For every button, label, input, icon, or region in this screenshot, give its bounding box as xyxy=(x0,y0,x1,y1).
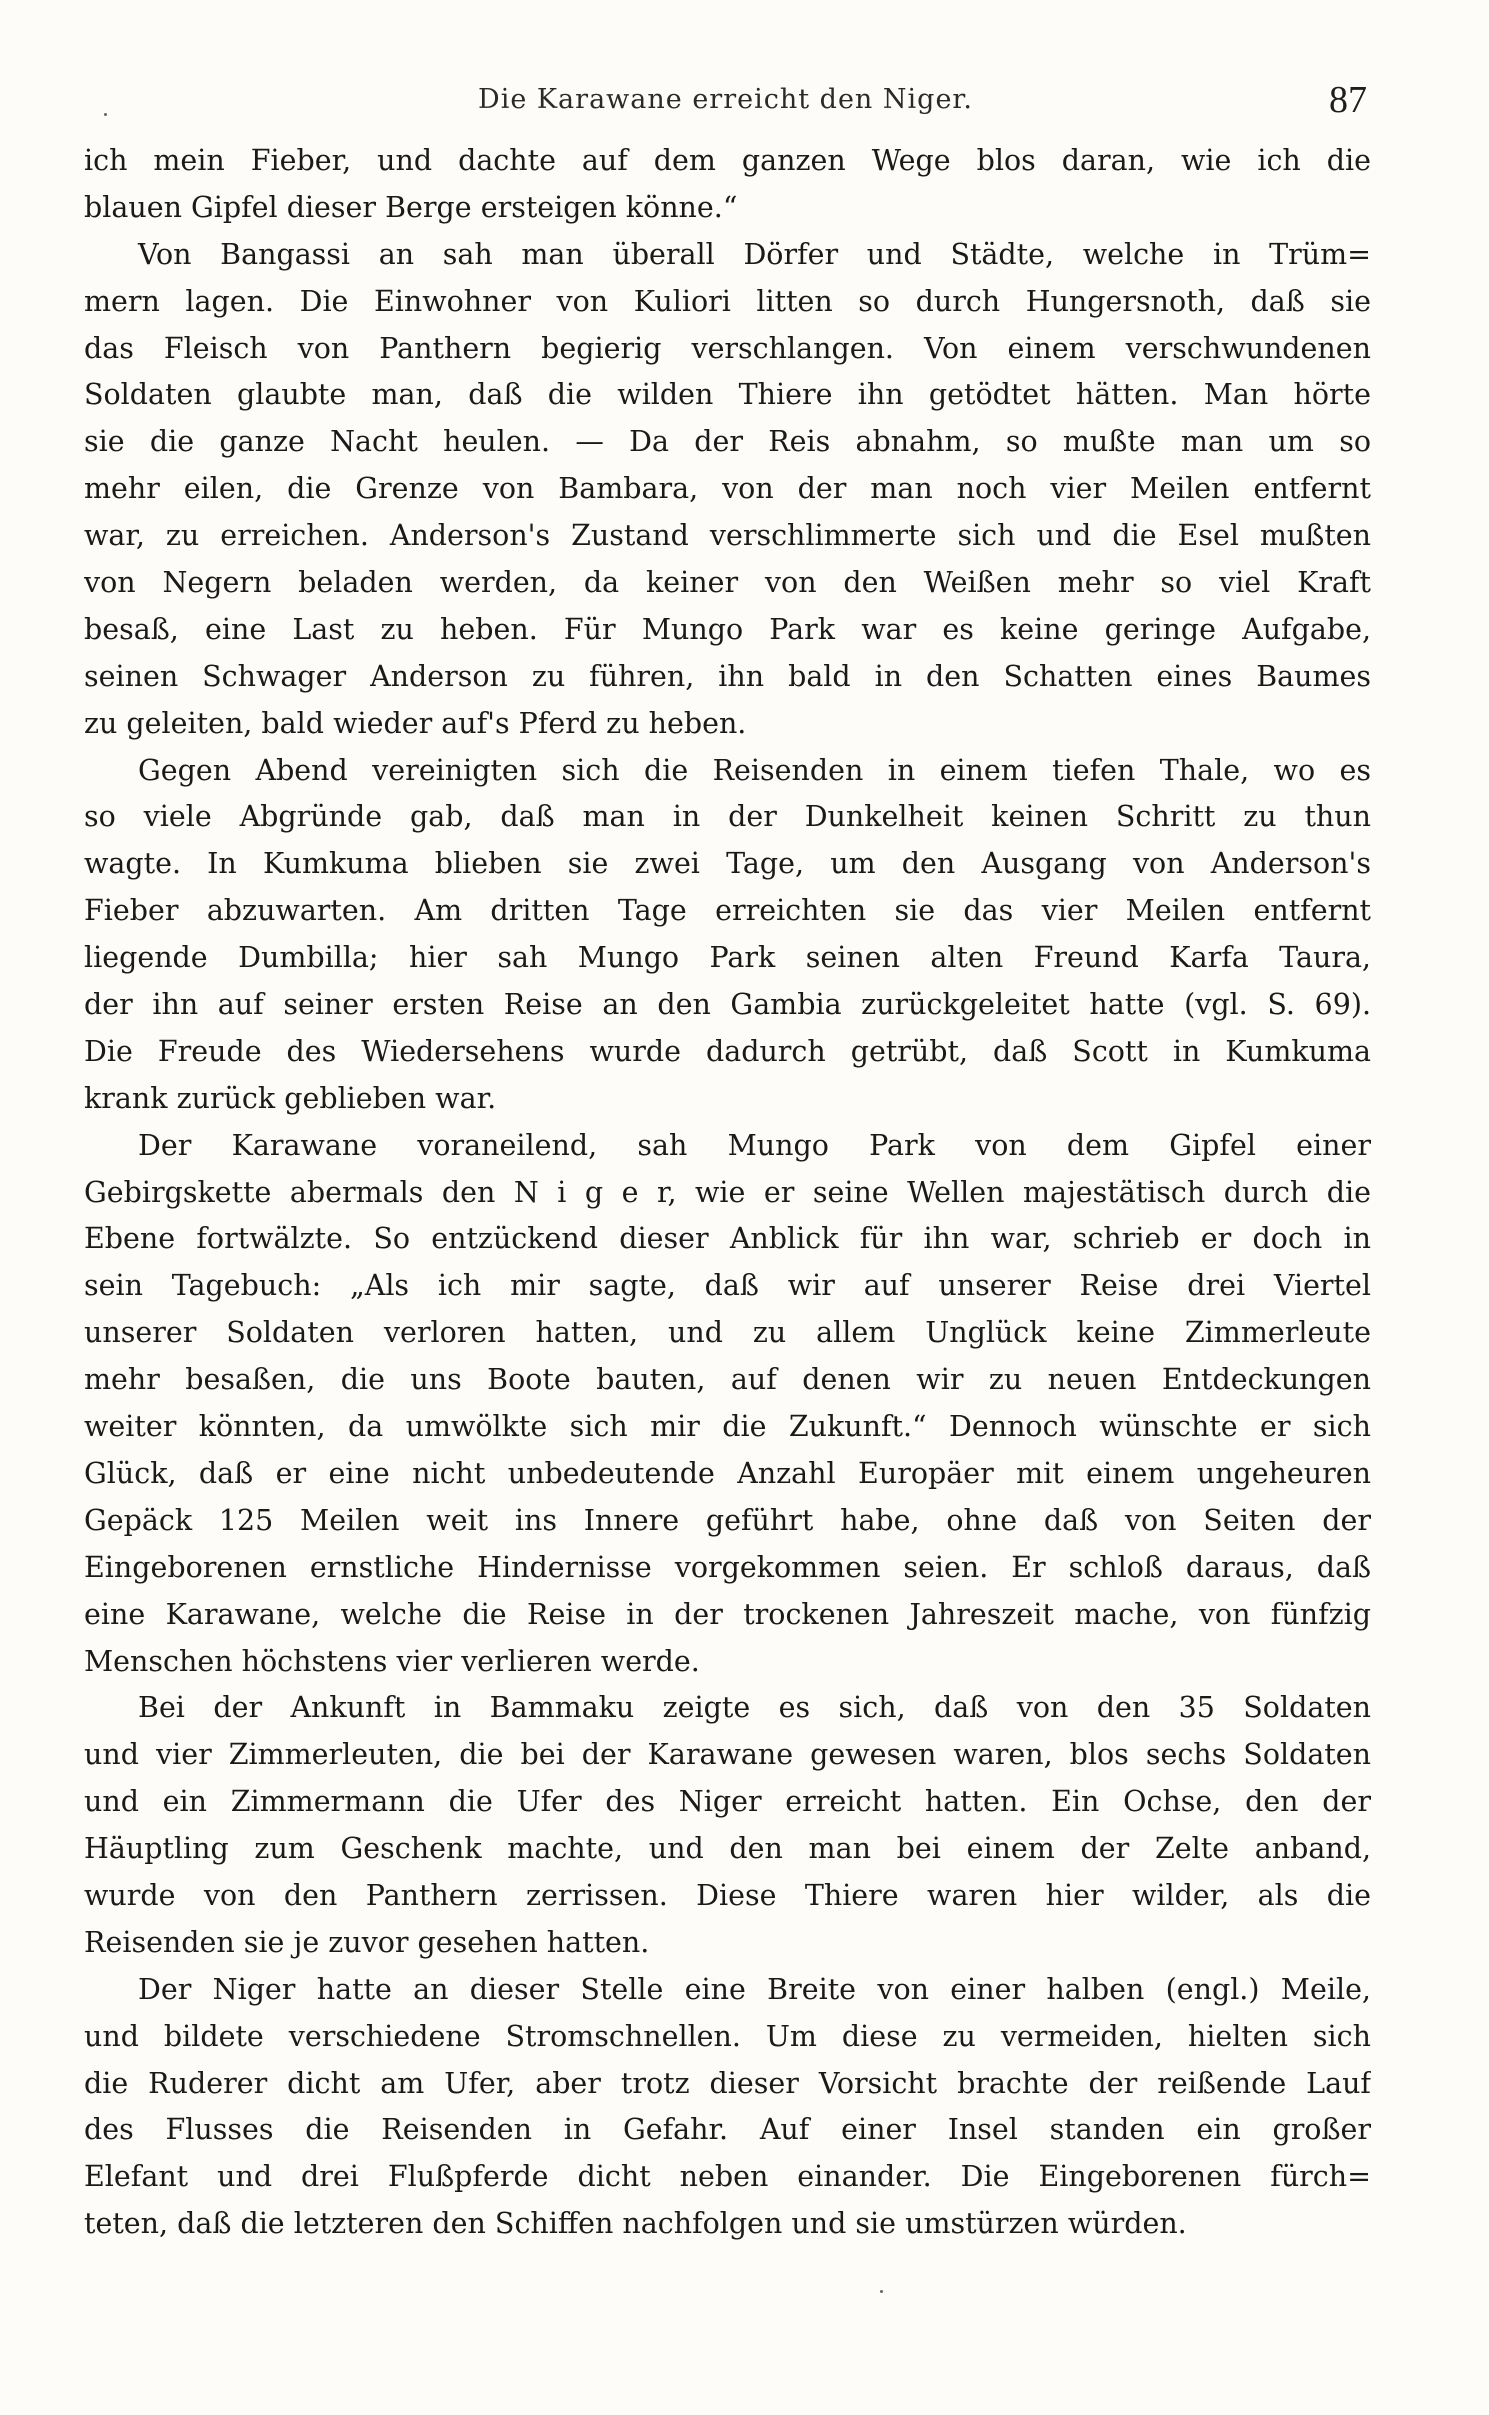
running-header xyxy=(84,78,1367,128)
text-line: unserer Soldaten verloren hatten, und zu allem Unglück keine Zimmerleute xyxy=(84,1316,1371,1350)
text-line: Reisenden sie je zuvor gesehen hatten. xyxy=(84,1925,650,1959)
print-speck xyxy=(104,113,107,116)
text-line: ich mein Fieber, und dachte auf dem ganzen Wege blos daran, wie ich die xyxy=(84,144,1371,177)
text-line: besaß, eine Last zu heben. Für Mungo Park war es keine geringe Aufgabe, xyxy=(84,612,1371,646)
text-line: Fieber abzuwarten. Am dritten Tage erreichten sie das vier Meilen entfernt xyxy=(84,894,1371,928)
text-line: und bildete verschiedene Stromschnellen. Um diese zu vermeiden, hielten sich xyxy=(84,2019,1371,2053)
text-line: mehr besaßen, die uns Boote bauten, auf denen wir zu neuen Entdeckungen xyxy=(84,1363,1371,1397)
text-line: liegende Dumbilla; hier sah Mungo Park seinen alten Freund Karfa Taura, xyxy=(84,941,1371,975)
text-line: sie die ganze Nacht heulen. — Da der Reis abnahm, so mußte man um so xyxy=(84,425,1371,459)
text-line: das Fleisch von Panthern begierig verschlangen. Von einem verschwundenen xyxy=(84,331,1371,365)
text-line: Gebirgskette abermals den N i g e r, wie er seine Wellen majestätisch durch die xyxy=(84,1175,1371,1209)
text-line: des Flusses die Reisenden in Gefahr. Auf einer Insel standen ein großer xyxy=(84,2113,1371,2147)
text-line: teten, daß die letzteren den Schiffen nachfolgen und sie umstürzen würden. xyxy=(84,2207,1187,2241)
text-line: sein Tagebuch: „Als ich mir sagte, daß wir auf unserer Reise drei Viertel xyxy=(84,1269,1371,1303)
text-line: Der Karawane voraneilend, sah Mungo Park von dem Gipfel einer xyxy=(138,1128,1371,1162)
text-line: Glück, daß er eine nicht unbedeutende Anzahl Europäer mit einem ungeheuren xyxy=(84,1456,1371,1490)
page-number: 87 xyxy=(1329,79,1367,121)
text-line: Gepäck 125 Meilen weit ins Innere geführt habe, ohne daß von Seiten der xyxy=(84,1503,1371,1537)
text-line: Eingeborenen ernstliche Hindernisse vorgekommen seien. Er schloß daraus, daß xyxy=(84,1550,1371,1584)
body-text xyxy=(84,138,1371,2248)
text-line: blauen Gipfel dieser Berge ersteigen könne.“ xyxy=(84,190,738,224)
text-line: und vier Zimmerleuten, die bei der Karawane gewesen waren, blos sechs Soldaten xyxy=(84,1738,1371,1772)
text-line: mern lagen. Die Einwohner von Kuliori litten so durch Hungersnoth, daß sie xyxy=(84,284,1371,318)
text-line: Elefant und drei Flußpferde dicht neben einander. Die Eingeborenen fürch= xyxy=(84,2160,1371,2194)
text-line: weiter könnten, da umwölkte sich mir die Zukunft.“ Dennoch wünschte er sich xyxy=(84,1410,1371,1444)
print-speck xyxy=(880,2290,883,2293)
text-line: wagte. In Kumkuma blieben sie zwei Tage, um den Ausgang von Anderson's xyxy=(84,847,1371,881)
text-line: der ihn auf seiner ersten Reise an den Gambia zurückgeleitet hatte (vgl. S. 69). xyxy=(84,988,1371,1022)
text-line: und ein Zimmermann die Ufer des Niger erreicht hatten. Ein Ochse, den der xyxy=(84,1785,1371,1819)
text-line: Von Bangassi an sah man überall Dörfer und Städte, welche in Trüm= xyxy=(138,237,1371,271)
text-line: so viele Abgründe gab, daß man in der Dunkelheit keinen Schritt zu thun xyxy=(84,800,1371,834)
running-title: Die Karawane erreicht den Niger. xyxy=(478,84,973,115)
text-line: eine Karawane, welche die Reise in der trockenen Jahreszeit mache, von fünfzig xyxy=(84,1597,1371,1631)
text-line: Häuptling zum Geschenk machte, und den man bei einem der Zelte anband, xyxy=(84,1832,1371,1866)
text-line: Bei der Ankunft in Bammaku zeigte es sich, daß von den 35 Soldaten xyxy=(138,1691,1371,1725)
text-line: die Ruderer dicht am Ufer, aber trotz dieser Vorsicht brachte der reißende Lauf xyxy=(84,2066,1371,2100)
text-line: von Negern beladen werden, da keiner von den Weißen mehr so viel Kraft xyxy=(84,566,1371,600)
text-line: Soldaten glaubte man, daß die wilden Thiere ihn getödtet hätten. Man hörte xyxy=(84,378,1371,412)
text-line: Ebene fortwälzte. So entzückend dieser Anblick für ihn war, schrieb er doch in xyxy=(84,1222,1371,1256)
text-line: Gegen Abend vereinigten sich die Reisenden in einem tiefen Thale, wo es xyxy=(138,753,1371,787)
text-line: zu geleiten, bald wieder auf's Pferd zu heben. xyxy=(84,706,747,740)
text-line: war, zu erreichen. Anderson's Zustand verschlimmerte sich und die Esel mußten xyxy=(84,519,1371,553)
text-line: seinen Schwager Anderson zu führen, ihn bald in den Schatten eines Baumes xyxy=(84,659,1371,693)
text-line: krank zurück geblieben war. xyxy=(84,1081,497,1115)
text-line: Menschen höchstens vier verlieren werde. xyxy=(84,1644,700,1678)
text-line: Die Freude des Wiedersehens wurde dadurch getrübt, daß Scott in Kumkuma xyxy=(84,1034,1371,1068)
text-line: wurde von den Panthern zerrissen. Diese Thiere waren hier wilder, als die xyxy=(84,1878,1371,1912)
text-line: mehr eilen, die Grenze von Bambara, von der man noch vier Meilen entfernt xyxy=(84,472,1371,506)
text-line: Der Niger hatte an dieser Stelle eine Breite von einer halben (engl.) Meile, xyxy=(138,1972,1371,2006)
